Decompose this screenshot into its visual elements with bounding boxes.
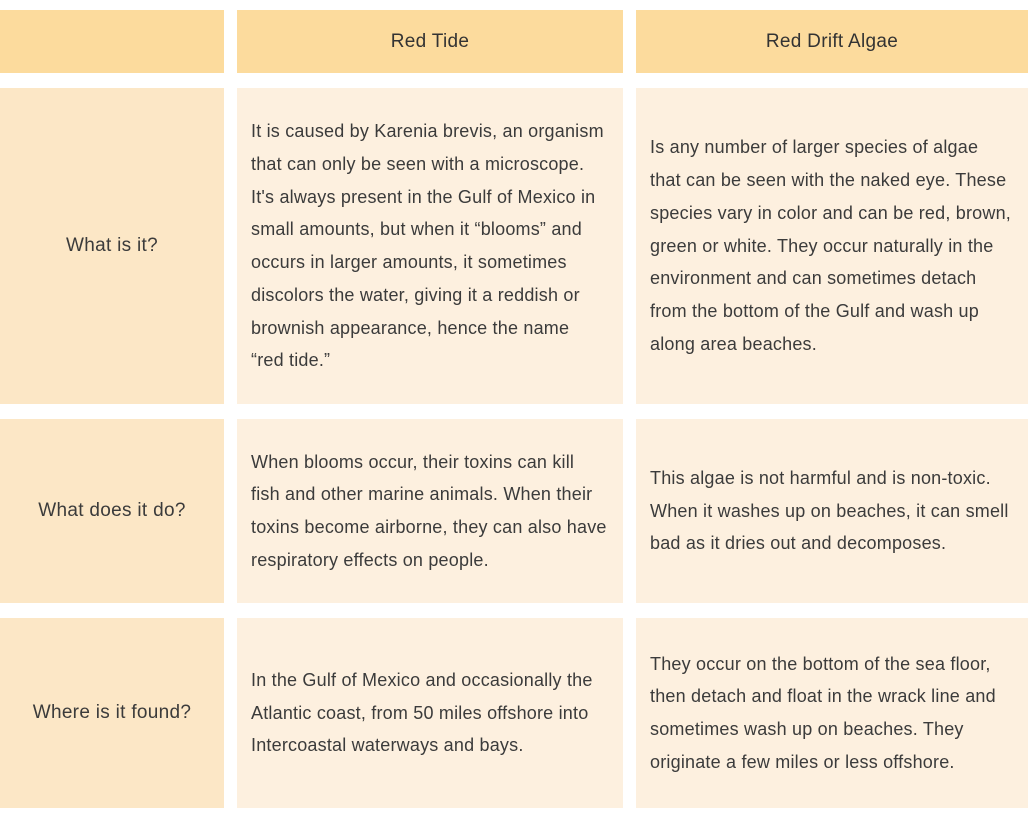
cell-text: When blooms occur, their toxins can kill fish and other marine animals. When their toxins become airborne, they can also have respiratory effects on people. bbox=[251, 451, 607, 570]
header-cell-red-drift-algae bbox=[636, 10, 1028, 73]
cell-text: They occur on the bottom of the sea floor, then detach and float in the wrack line and sometimes wash up on beaches. They originate a few miles or less offshore. bbox=[650, 653, 996, 772]
row-label-what-is-it bbox=[0, 88, 224, 404]
header-corner-cell bbox=[0, 10, 224, 73]
header-label-red-drift-algae: Red Drift Algae bbox=[765, 30, 899, 52]
row-label-text: What is it? bbox=[66, 235, 158, 256]
row-label-what-does-it-do bbox=[0, 419, 224, 603]
header-cell-red-tide bbox=[237, 10, 623, 73]
cell-red-tide-what-does-it-do bbox=[237, 419, 623, 603]
row-label-text: Where is it found? bbox=[32, 702, 192, 723]
cell-red-drift-algae-where-is-it-found bbox=[636, 618, 1028, 808]
cell-text: It is caused by Karenia brevis, an organism that can only be seen with a microscope. It's always present in the Gulf of Mexico in small amounts, but when it “blooms” and occurs in larger amounts, it sometimes discolors the water, giving it a reddish or brownish appearance, hence the name “red tide.” bbox=[251, 121, 604, 371]
cell-text: In the Gulf of Mexico and occasionally the Atlantic coast, from 50 miles offshore into Intercoastal waterways and bays. bbox=[251, 669, 593, 756]
cell-red-tide-where-is-it-found bbox=[237, 618, 623, 808]
cell-text: This algae is not harmful and is non-toxic. When it washes up on beaches, it can smell bad as it dries out and decomposes. bbox=[650, 467, 1009, 554]
cell-red-drift-algae-what-does-it-do bbox=[636, 419, 1028, 603]
row-label-text: What does it do? bbox=[38, 500, 186, 521]
cell-red-tide-what-is-it bbox=[237, 88, 623, 404]
row-label-where-is-it-found bbox=[0, 618, 224, 808]
cell-red-drift-algae-what-is-it bbox=[636, 88, 1028, 404]
header-label-red-tide: Red Tide bbox=[390, 30, 470, 52]
cell-text: Is any number of larger species of algae that can be seen with the naked eye. These species vary in color and can be red, brown, green or white. They occur naturally in the environment and can sometimes detach from the bottom of the Gulf and wash up along area beaches. bbox=[650, 137, 1011, 354]
